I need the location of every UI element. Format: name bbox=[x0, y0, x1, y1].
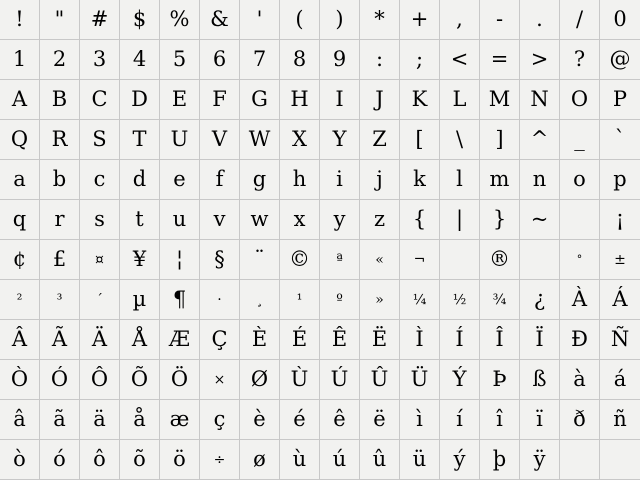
glyph-cell[interactable]: & bbox=[200, 0, 240, 40]
glyph-cell[interactable]: î bbox=[480, 400, 520, 440]
glyph-cell[interactable]: G bbox=[240, 80, 280, 120]
glyph-cell[interactable]: Å bbox=[120, 320, 160, 360]
glyph-cell[interactable]: Y bbox=[320, 120, 360, 160]
glyph-cell[interactable]: ¼ bbox=[400, 280, 440, 320]
glyph-cell[interactable]: 9 bbox=[320, 40, 360, 80]
glyph-cell[interactable]: / bbox=[560, 0, 600, 40]
glyph-cell[interactable]: m bbox=[480, 160, 520, 200]
glyph-cell[interactable]: w bbox=[240, 200, 280, 240]
glyph-cell[interactable]: Ä bbox=[80, 320, 120, 360]
glyph-cell[interactable]: Ð bbox=[560, 320, 600, 360]
glyph-cell[interactable]: O bbox=[560, 80, 600, 120]
glyph-cell[interactable]: þ bbox=[480, 440, 520, 480]
glyph-cell[interactable]: _ bbox=[560, 120, 600, 160]
glyph-cell[interactable]: ^ bbox=[520, 120, 560, 160]
glyph-cell[interactable]: 3 bbox=[80, 40, 120, 80]
glyph-cell[interactable]: R bbox=[40, 120, 80, 160]
glyph-cell[interactable] bbox=[560, 200, 600, 240]
glyph-cell[interactable]: è bbox=[240, 400, 280, 440]
glyph-cell[interactable]: @ bbox=[600, 40, 640, 80]
glyph-cell[interactable]: A bbox=[0, 80, 40, 120]
glyph-cell[interactable]: å bbox=[120, 400, 160, 440]
glyph-cell[interactable]: V bbox=[200, 120, 240, 160]
glyph-cell[interactable]: $ bbox=[120, 0, 160, 40]
glyph-cell[interactable]: Ú bbox=[320, 360, 360, 400]
glyph-cell[interactable]: ¬ bbox=[400, 240, 440, 280]
glyph-cell[interactable]: ü bbox=[400, 440, 440, 480]
glyph-cell[interactable]: f bbox=[200, 160, 240, 200]
glyph-cell[interactable]: ³ bbox=[40, 280, 80, 320]
glyph-cell[interactable]: Ó bbox=[40, 360, 80, 400]
glyph-cell[interactable]: ó bbox=[40, 440, 80, 480]
glyph-cell[interactable]: 5 bbox=[160, 40, 200, 80]
glyph-cell[interactable]: n bbox=[520, 160, 560, 200]
glyph-cell[interactable]: s bbox=[80, 200, 120, 240]
glyph-cell[interactable]: ê bbox=[320, 400, 360, 440]
glyph-cell[interactable]: ò bbox=[0, 440, 40, 480]
glyph-cell[interactable]: ì bbox=[400, 400, 440, 440]
glyph-cell[interactable]: ¢ bbox=[0, 240, 40, 280]
glyph-cell[interactable]: ¹ bbox=[280, 280, 320, 320]
glyph-cell[interactable]: [ bbox=[400, 120, 440, 160]
glyph-cell[interactable]: ° bbox=[560, 240, 600, 280]
glyph-cell[interactable]: á bbox=[600, 360, 640, 400]
glyph-cell[interactable]: D bbox=[120, 80, 160, 120]
glyph-cell[interactable]: N bbox=[520, 80, 560, 120]
glyph-cell[interactable]: 2 bbox=[40, 40, 80, 80]
glyph-cell[interactable]: ¿ bbox=[520, 280, 560, 320]
glyph-cell[interactable]: ñ bbox=[600, 400, 640, 440]
glyph-cell[interactable]: ` bbox=[600, 120, 640, 160]
glyph-cell[interactable]: k bbox=[400, 160, 440, 200]
glyph-cell[interactable]: + bbox=[400, 0, 440, 40]
glyph-cell[interactable]: Õ bbox=[120, 360, 160, 400]
glyph-cell[interactable]: Î bbox=[480, 320, 520, 360]
glyph-cell[interactable]: x bbox=[280, 200, 320, 240]
glyph-cell[interactable]: ð bbox=[560, 400, 600, 440]
glyph-cell[interactable]: ¨ bbox=[240, 240, 280, 280]
glyph-cell[interactable]: ô bbox=[80, 440, 120, 480]
glyph-cell[interactable]: % bbox=[160, 0, 200, 40]
glyph-cell[interactable]: d bbox=[120, 160, 160, 200]
glyph-cell[interactable]: 7 bbox=[240, 40, 280, 80]
glyph-cell[interactable]: Í bbox=[440, 320, 480, 360]
glyph-cell[interactable]: : bbox=[360, 40, 400, 80]
glyph-cell[interactable] bbox=[560, 440, 600, 480]
glyph-cell[interactable]: » bbox=[360, 280, 400, 320]
glyph-cell[interactable]: J bbox=[360, 80, 400, 120]
glyph-cell[interactable]: " bbox=[40, 0, 80, 40]
glyph-cell[interactable]: l bbox=[440, 160, 480, 200]
glyph-cell[interactable]: ù bbox=[280, 440, 320, 480]
glyph-cell[interactable]: \ bbox=[440, 120, 480, 160]
glyph-cell[interactable]: e bbox=[160, 160, 200, 200]
glyph-cell[interactable]: ´ bbox=[80, 280, 120, 320]
glyph-cell[interactable]: Ï bbox=[520, 320, 560, 360]
glyph-cell[interactable]: æ bbox=[160, 400, 200, 440]
glyph-cell[interactable]: Ã bbox=[40, 320, 80, 360]
glyph-cell[interactable]: ä bbox=[80, 400, 120, 440]
glyph-cell[interactable]: b bbox=[40, 160, 80, 200]
glyph-cell[interactable]: ¾ bbox=[480, 280, 520, 320]
glyph-cell[interactable]: r bbox=[40, 200, 80, 240]
glyph-cell[interactable]: Ü bbox=[400, 360, 440, 400]
glyph-cell[interactable]: Ê bbox=[320, 320, 360, 360]
glyph-cell[interactable]: ¡ bbox=[600, 200, 640, 240]
glyph-cell[interactable]: L bbox=[440, 80, 480, 120]
glyph-cell[interactable]: ? bbox=[560, 40, 600, 80]
glyph-cell[interactable]: , bbox=[440, 0, 480, 40]
glyph-cell[interactable]: ÿ bbox=[520, 440, 560, 480]
glyph-cell[interactable]: Ø bbox=[240, 360, 280, 400]
glyph-cell[interactable]: ¥ bbox=[120, 240, 160, 280]
glyph-cell[interactable]: P bbox=[600, 80, 640, 120]
glyph-cell[interactable]: X bbox=[280, 120, 320, 160]
glyph-cell[interactable]: Æ bbox=[160, 320, 200, 360]
glyph-cell[interactable]: Ý bbox=[440, 360, 480, 400]
glyph-cell[interactable]: U bbox=[160, 120, 200, 160]
glyph-cell[interactable]: | bbox=[440, 200, 480, 240]
glyph-cell[interactable]: I bbox=[320, 80, 360, 120]
glyph-cell[interactable]: Ô bbox=[80, 360, 120, 400]
glyph-cell[interactable]: õ bbox=[120, 440, 160, 480]
glyph-cell[interactable]: 6 bbox=[200, 40, 240, 80]
glyph-cell[interactable]: ] bbox=[480, 120, 520, 160]
glyph-cell[interactable]: ª bbox=[320, 240, 360, 280]
glyph-cell[interactable]: ÷ bbox=[200, 440, 240, 480]
glyph-cell[interactable]: ± bbox=[600, 240, 640, 280]
glyph-cell[interactable]: h bbox=[280, 160, 320, 200]
glyph-cell[interactable]: « bbox=[360, 240, 400, 280]
glyph-cell[interactable]: ý bbox=[440, 440, 480, 480]
glyph-cell[interactable]: i bbox=[320, 160, 360, 200]
glyph-cell[interactable]: ¦ bbox=[160, 240, 200, 280]
glyph-cell[interactable]: û bbox=[360, 440, 400, 480]
glyph-cell[interactable]: W bbox=[240, 120, 280, 160]
glyph-cell[interactable]: Û bbox=[360, 360, 400, 400]
glyph-cell[interactable]: ø bbox=[240, 440, 280, 480]
glyph-cell[interactable]: . bbox=[520, 0, 560, 40]
glyph-cell[interactable]: § bbox=[200, 240, 240, 280]
glyph-cell[interactable]: ¶ bbox=[160, 280, 200, 320]
glyph-cell[interactable]: = bbox=[480, 40, 520, 80]
glyph-cell[interactable]: Ì bbox=[400, 320, 440, 360]
glyph-cell[interactable]: c bbox=[80, 160, 120, 200]
glyph-cell[interactable]: H bbox=[280, 80, 320, 120]
glyph-cell[interactable]: é bbox=[280, 400, 320, 440]
glyph-cell[interactable]: É bbox=[280, 320, 320, 360]
glyph-cell[interactable]: Ñ bbox=[600, 320, 640, 360]
glyph-cell[interactable]: p bbox=[600, 160, 640, 200]
glyph-cell[interactable]: Q bbox=[0, 120, 40, 160]
glyph-cell[interactable]: ' bbox=[240, 0, 280, 40]
glyph-cell[interactable]: q bbox=[0, 200, 40, 240]
glyph-cell[interactable]: ß bbox=[520, 360, 560, 400]
glyph-cell[interactable]: > bbox=[520, 40, 560, 80]
glyph-cell[interactable]: Ù bbox=[280, 360, 320, 400]
glyph-cell[interactable]: ë bbox=[360, 400, 400, 440]
glyph-cell[interactable]: Z bbox=[360, 120, 400, 160]
glyph-cell[interactable]: * bbox=[360, 0, 400, 40]
glyph-cell[interactable]: { bbox=[400, 200, 440, 240]
glyph-cell[interactable]: z bbox=[360, 200, 400, 240]
glyph-cell[interactable]: C bbox=[80, 80, 120, 120]
glyph-cell[interactable]: ~ bbox=[520, 200, 560, 240]
glyph-cell[interactable]: # bbox=[80, 0, 120, 40]
glyph-cell[interactable]: Ò bbox=[0, 360, 40, 400]
glyph-cell[interactable]: ú bbox=[320, 440, 360, 480]
glyph-cell[interactable]: F bbox=[200, 80, 240, 120]
glyph-cell[interactable]: ² bbox=[0, 280, 40, 320]
glyph-cell[interactable]: - bbox=[480, 0, 520, 40]
glyph-cell[interactable]: 4 bbox=[120, 40, 160, 80]
glyph-cell[interactable]: ¸ bbox=[240, 280, 280, 320]
glyph-cell[interactable]: E bbox=[160, 80, 200, 120]
glyph-cell[interactable]: µ bbox=[120, 280, 160, 320]
glyph-cell[interactable]: S bbox=[80, 120, 120, 160]
glyph-cell[interactable]: Á bbox=[600, 280, 640, 320]
glyph-cell[interactable]: j bbox=[360, 160, 400, 200]
glyph-cell[interactable]: º bbox=[320, 280, 360, 320]
glyph-cell[interactable] bbox=[520, 240, 560, 280]
glyph-cell[interactable]: à bbox=[560, 360, 600, 400]
glyph-cell[interactable]: g bbox=[240, 160, 280, 200]
glyph-cell[interactable]: À bbox=[560, 280, 600, 320]
glyph-cell[interactable]: K bbox=[400, 80, 440, 120]
glyph-cell[interactable]: È bbox=[240, 320, 280, 360]
glyph-cell[interactable]: 8 bbox=[280, 40, 320, 80]
glyph-cell[interactable]: ® bbox=[480, 240, 520, 280]
glyph-cell[interactable]: ö bbox=[160, 440, 200, 480]
glyph-cell[interactable]: y bbox=[320, 200, 360, 240]
glyph-cell[interactable]: o bbox=[560, 160, 600, 200]
glyph-cell[interactable]: · bbox=[200, 280, 240, 320]
glyph-cell[interactable]: í bbox=[440, 400, 480, 440]
glyph-cell[interactable]: u bbox=[160, 200, 200, 240]
glyph-cell[interactable]: 1 bbox=[0, 40, 40, 80]
glyph-cell[interactable]: ï bbox=[520, 400, 560, 440]
glyph-cell[interactable]: £ bbox=[40, 240, 80, 280]
glyph-cell[interactable]: < bbox=[440, 40, 480, 80]
glyph-cell[interactable]: ¤ bbox=[80, 240, 120, 280]
glyph-cell[interactable]: ç bbox=[200, 400, 240, 440]
glyph-cell[interactable]: ) bbox=[320, 0, 360, 40]
glyph-cell[interactable]: ! bbox=[0, 0, 40, 40]
glyph-cell[interactable]: Â bbox=[0, 320, 40, 360]
glyph-cell[interactable]: } bbox=[480, 200, 520, 240]
glyph-cell[interactable]: ã bbox=[40, 400, 80, 440]
glyph-cell[interactable]: Ç bbox=[200, 320, 240, 360]
glyph-cell[interactable]: a bbox=[0, 160, 40, 200]
glyph-cell[interactable]: 0 bbox=[600, 0, 640, 40]
glyph-cell[interactable]: Ö bbox=[160, 360, 200, 400]
glyph-cell[interactable]: B bbox=[40, 80, 80, 120]
glyph-cell[interactable] bbox=[600, 440, 640, 480]
glyph-cell[interactable] bbox=[440, 240, 480, 280]
glyph-cell[interactable]: ( bbox=[280, 0, 320, 40]
glyph-cell[interactable]: × bbox=[200, 360, 240, 400]
glyph-cell[interactable]: ; bbox=[400, 40, 440, 80]
glyph-cell[interactable]: Þ bbox=[480, 360, 520, 400]
glyph-cell[interactable]: M bbox=[480, 80, 520, 120]
glyph-cell[interactable]: Ë bbox=[360, 320, 400, 360]
glyph-cell[interactable]: v bbox=[200, 200, 240, 240]
glyph-cell[interactable]: ½ bbox=[440, 280, 480, 320]
glyph-cell[interactable]: T bbox=[120, 120, 160, 160]
glyph-cell[interactable]: â bbox=[0, 400, 40, 440]
glyph-cell[interactable]: t bbox=[120, 200, 160, 240]
glyph-cell[interactable]: © bbox=[280, 240, 320, 280]
